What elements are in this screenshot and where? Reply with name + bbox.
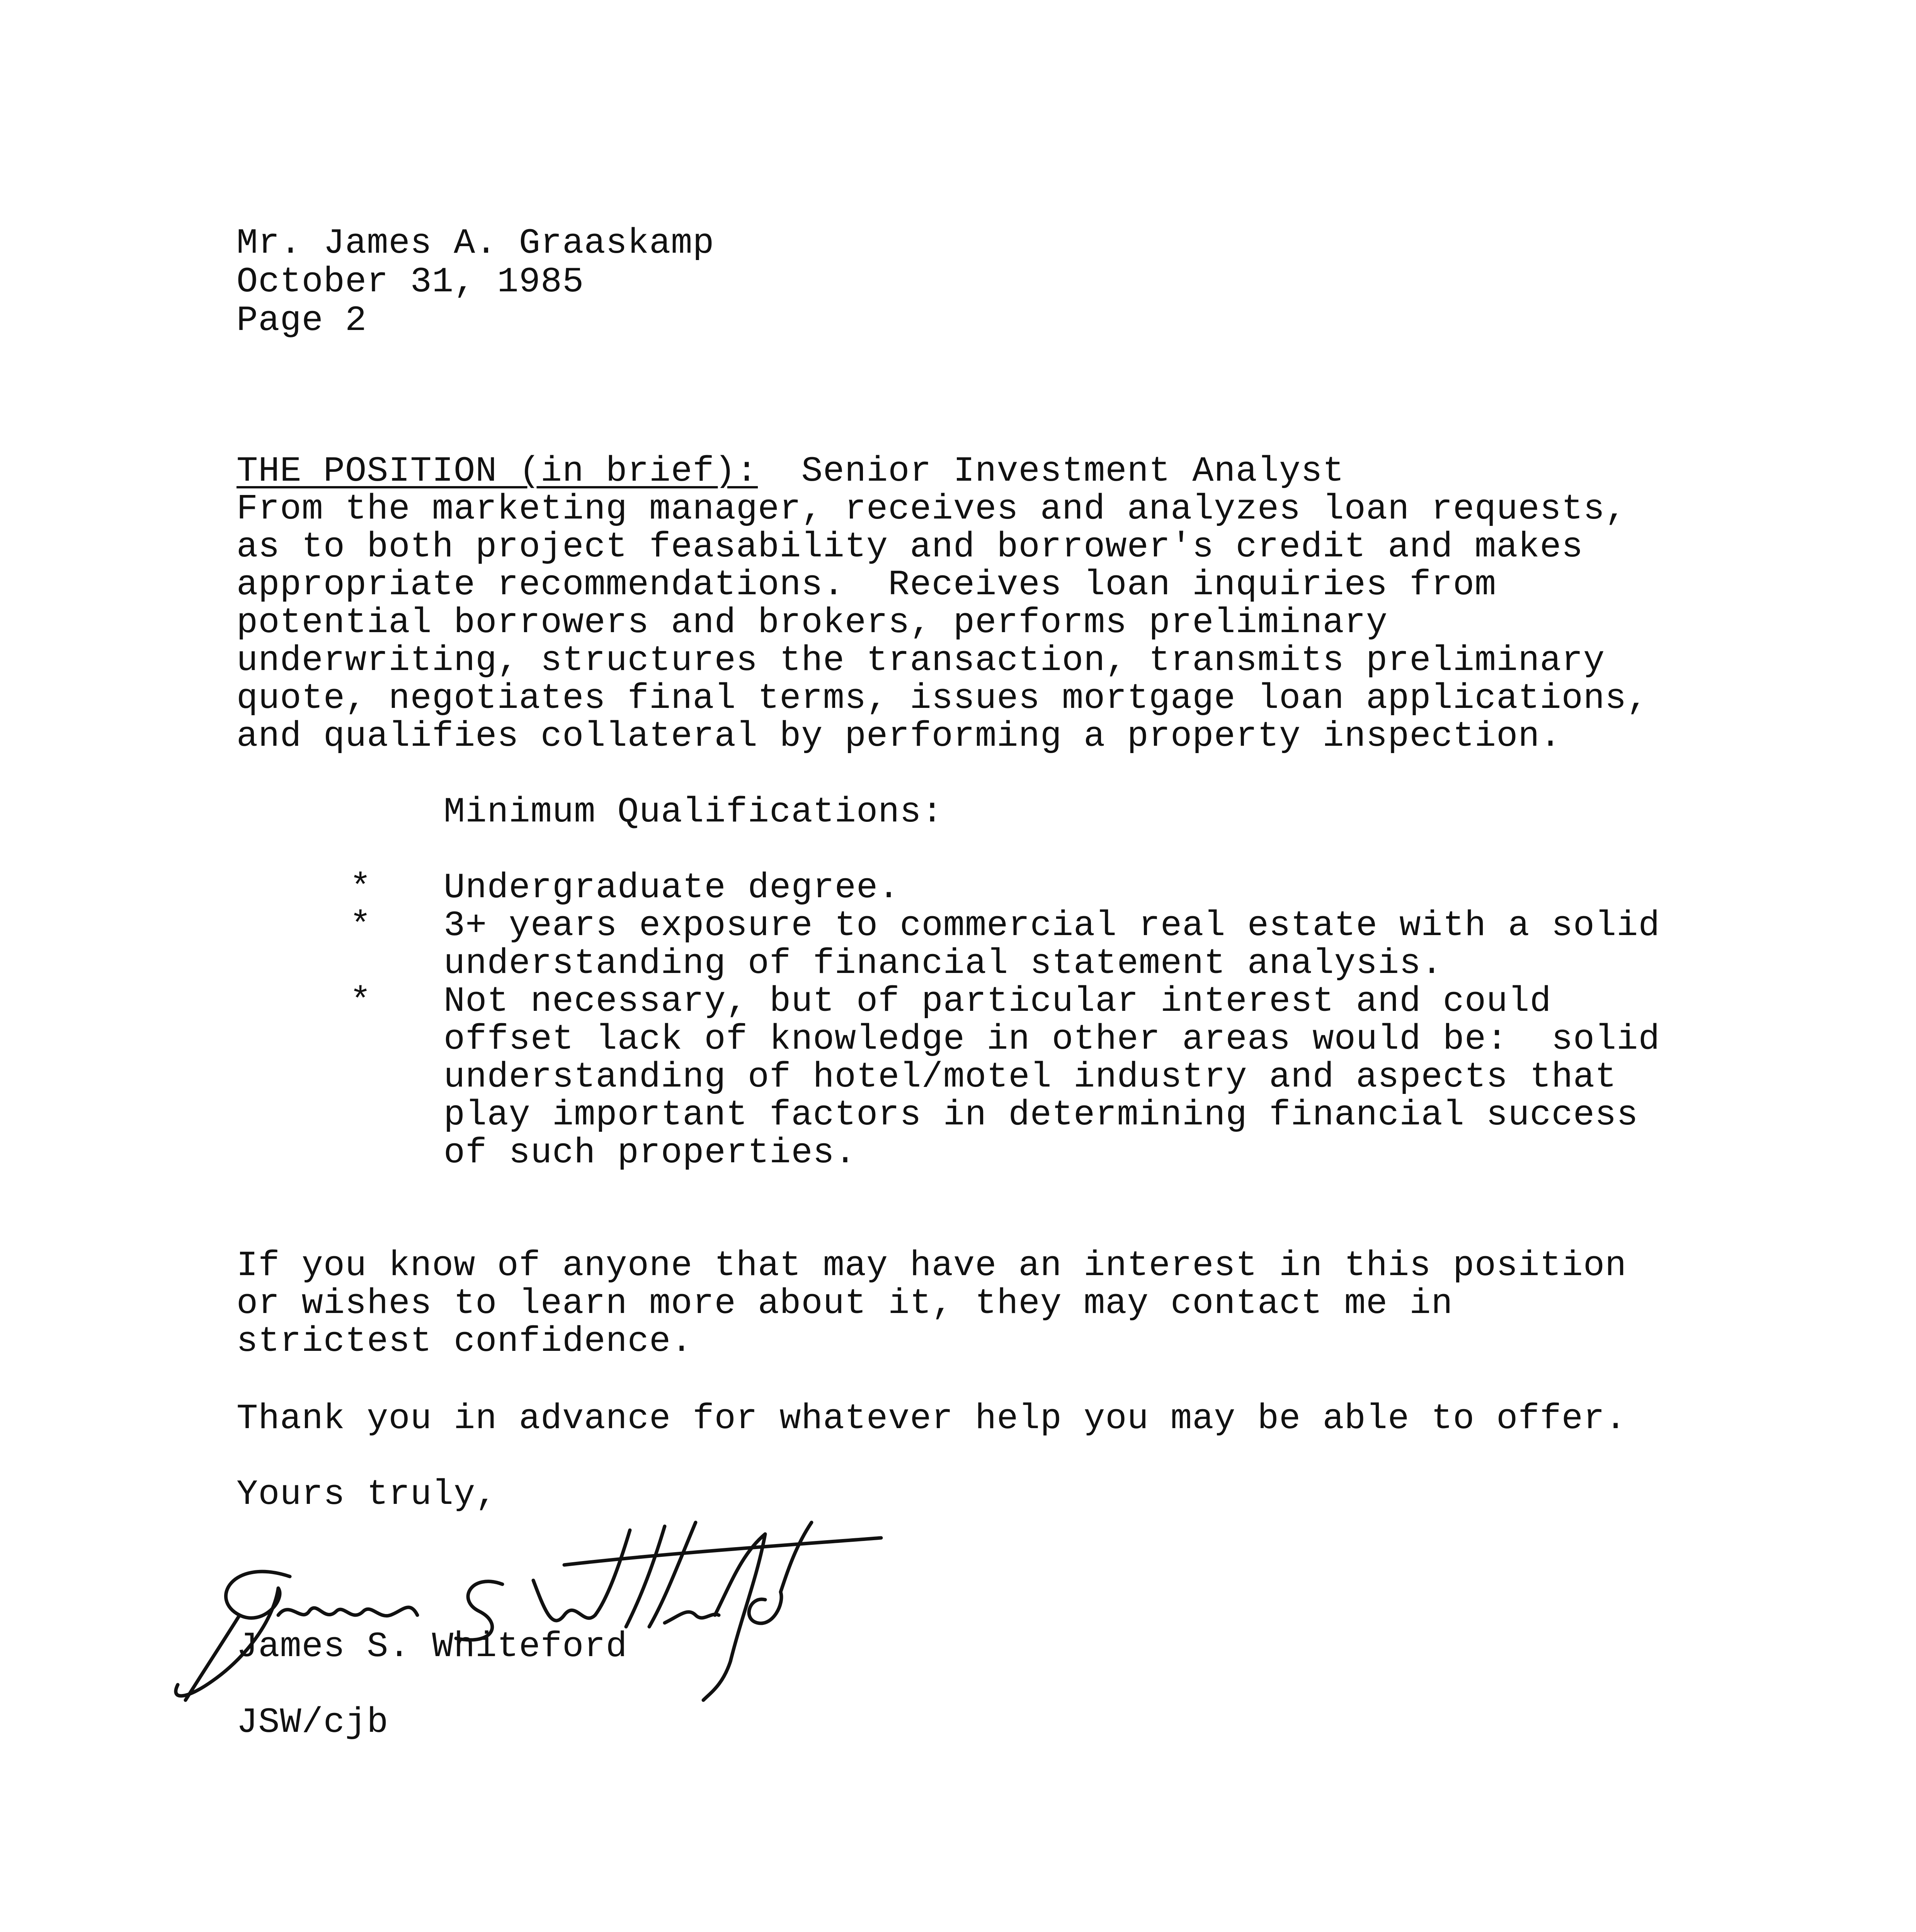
salutation: Yours truly,	[237, 1474, 497, 1515]
signer-name: James S. Whiteford	[237, 1626, 628, 1667]
qualification-item-line: understanding of hotel/motel industry and aspects that	[444, 1057, 1617, 1097]
position-description-line: and qualifies collateral by performing a property inspection.	[237, 716, 1562, 757]
qualification-item-line: offset lack of knowledge in other areas would be: solid	[444, 1019, 1660, 1060]
closing-paragraph-line: strictest confidence.	[237, 1321, 693, 1362]
recipient-name: Mr. James A. Graaskamp	[237, 223, 715, 264]
closing-paragraph-line: If you know of anyone that may have an interest in this position	[237, 1245, 1627, 1286]
qualification-item-line: understanding of financial statement analysis.	[444, 943, 1443, 984]
thanks-line: Thank you in advance for whatever help you may be able to offer.	[237, 1398, 1627, 1439]
closing-paragraph-line: or wishes to learn more about it, they may contact me in	[237, 1283, 1453, 1324]
position-description-line: appropriate recommendations. Receives loan inquiries from	[237, 565, 1497, 605]
page-number: Page 2	[237, 300, 367, 341]
bullet-star: *	[350, 905, 371, 946]
handwritten-signature	[162, 1499, 897, 1716]
bullet-star: *	[350, 867, 371, 908]
qualification-item-line: of such properties.	[444, 1133, 856, 1173]
letter-date: October 31, 1985	[237, 262, 584, 302]
position-label: THE POSITION (in brief):	[237, 451, 758, 492]
position-description-line: underwriting, structures the transaction, transmits preliminary	[237, 640, 1605, 681]
position-description-line: potential borrowers and brokers, performs preliminary	[237, 602, 1388, 643]
qualification-item-line: 3+ years exposure to commercial real estate with a solid	[444, 905, 1660, 946]
qualification-item-line: play important factors in determining financial success	[444, 1095, 1639, 1135]
reference-initials: JSW/cjb	[237, 1702, 389, 1743]
qualifications-heading: Minimum Qualifications:	[444, 792, 943, 832]
position-heading-line	[237, 452, 1344, 491]
position-description-line: as to both project feasability and borrower's credit and makes	[237, 527, 1583, 567]
position-description-line: quote, negotiates final terms, issues mortgage loan applications,	[237, 678, 1649, 719]
qualification-item-line: Not necessary, but of particular interest and could	[444, 981, 1552, 1022]
qualification-item-line: Undergraduate degree.	[444, 867, 900, 908]
bullet-star: *	[350, 981, 371, 1022]
position-description-line: From the marketing manager, receives and analyzes loan requests,	[237, 489, 1627, 529]
position-title: Senior Investment Analyst	[801, 451, 1344, 492]
